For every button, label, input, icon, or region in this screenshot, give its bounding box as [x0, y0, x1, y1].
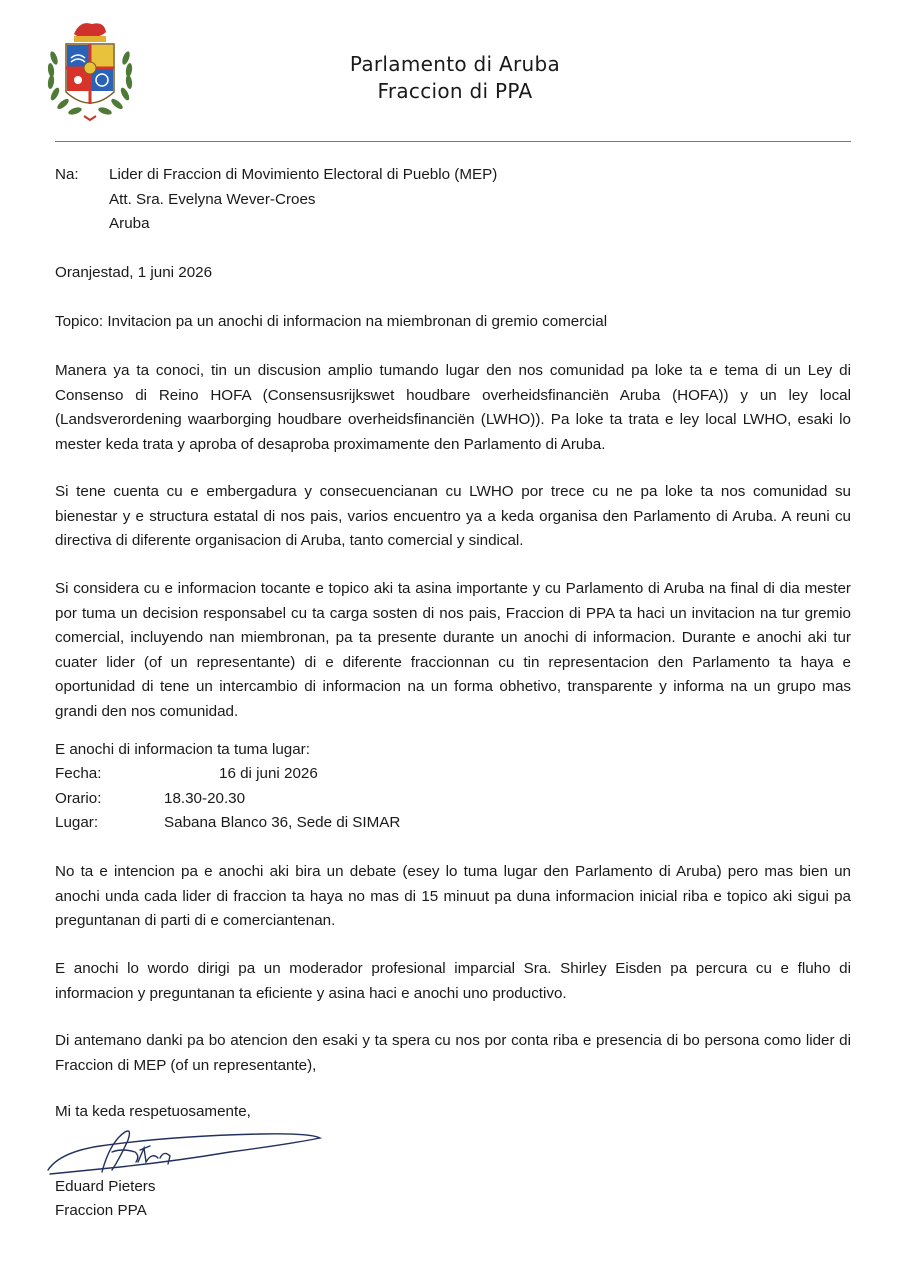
body-paragraph-2: Si tene cuenta cu e embergadura y consecuencianan cu LWHO por trece cu ne pa loke ta nos comunidad su bienestar y e structura estatal di nos pais, varios encuentro ya a keda organisa den Parlamento di Aruba. A reuni cu directiva di diferente organisacion di Aruba, tanto comercial y sindical.: [55, 483, 851, 549]
header-title: Parlamento di Aruba: [349, 52, 561, 76]
event-time-value: 18.30-20.30: [164, 790, 246, 807]
header-divider: [55, 141, 851, 142]
address-label: Na:: [55, 166, 79, 183]
event-location-label: Lugar:: [55, 814, 99, 831]
coat-of-arms-icon: [44, 18, 136, 124]
event-date-value: 16 di juni 2026: [219, 765, 318, 782]
body-paragraph-3: Si considera cu e informacion tocante e topico aki ta asina importante y cu Parlamento di Aruba na final di dia mester por tuma un decision responsabel cu ta carga sosten di nos pais, Fraccion di PPA ta haci un invitacion na tur gremio comercial, incluyendo nan miembronan, pa ta presente durante un anochi di informacion. Durante e anochi aki tur cuater lider (of un representante) di e diferente fraccionnan cu tin representacion den Parlamento ta haya e oportunidad di tene un intercambio di informacion na un forma obhetivo, transparente y informa na un grupo mas grandi den nos comunidad.: [55, 580, 851, 720]
address-line-3: Aruba: [109, 215, 150, 232]
header-subtitle: Fraccion di PPA: [377, 79, 533, 103]
body-paragraph-4: No ta e intencion pa e anochi aki bira un debate (esey lo tuma lugar den Parlamento di Aruba) pero mas bien un anochi unda cada lider di fraccion ta haya no mas di 15 minuut pa duna informacion inicial riba e topico aki sigui pa preguntanan di parti di e comerciantenan.: [55, 863, 851, 929]
closing-line: Mi ta keda respetuosamente,: [55, 1103, 251, 1120]
body-paragraph-5: E anochi lo wordo dirigi pa un moderador profesional imparcial Sra. Shirley Eisden pa percura cu e fluho di informacion y preguntanan ta eficiente y asina haci e anochi uno productivo.: [55, 960, 851, 1002]
subject-line: Topico: Invitacion pa un anochi di informacion na miembronan di gremio comercial: [55, 313, 608, 330]
signatory-name: Eduard Pieters: [55, 1178, 156, 1195]
body-paragraph-1: Manera ya ta conoci, tin un discusion amplio tumando lugar den nos comunidad pa loke ta e tema di un Ley di Consenso di Reino HOFA (Consensusrijkswet houdbare overheidsfinanciën Aruba (HOFA)) y un ley local (Landsverordening waarborging houdbare overheidsfinanciën (LWHO)). Pa loke ta trata e ley local LWHO, esaki lo mester keda trata y aproba of desaproba proximamente den Parlamento di Aruba.: [55, 362, 851, 453]
event-date-label: Fecha:: [55, 765, 102, 782]
address-line-2: Att. Sra. Evelyna Wever-Croes: [109, 191, 316, 208]
event-time-label: Orario:: [55, 790, 102, 807]
body-paragraph-6: Di antemano danki pa bo atencion den esaki y ta spera cu nos por conta riba e presencia di bo persona como lider di Fraccion di MEP (of un representante),: [55, 1032, 851, 1074]
event-intro: E anochi di informacion ta tuma lugar:: [55, 741, 310, 758]
address-line-1: Lider di Fraccion di Movimiento Electoral di Pueblo (MEP): [109, 166, 498, 183]
date-line: Oranjestad, 1 juni 2026: [55, 264, 213, 281]
signatory-role: Fraccion PPA: [55, 1202, 147, 1219]
event-location-value: Sabana Blanco 36, Sede di SIMAR: [164, 814, 401, 831]
